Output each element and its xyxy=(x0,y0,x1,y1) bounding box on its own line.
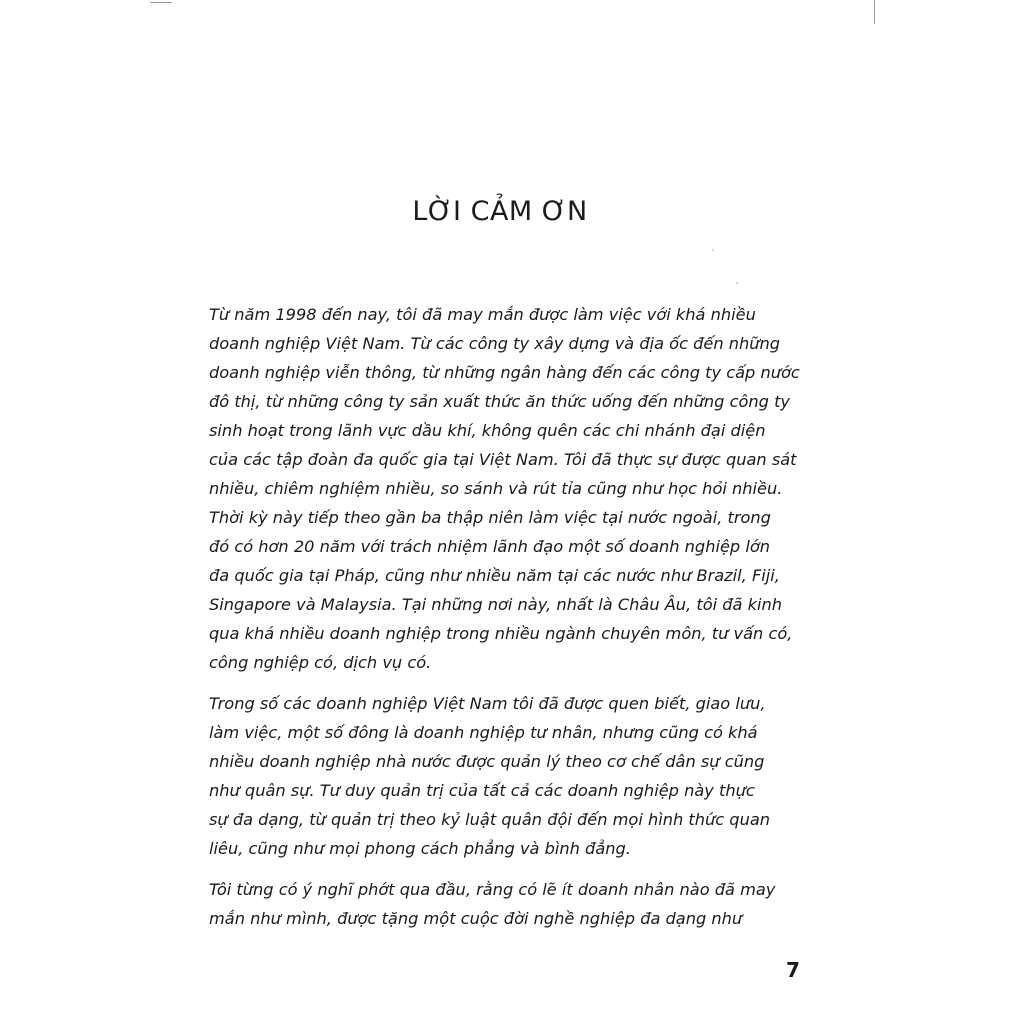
text-line: Thời kỳ này tiếp theo gần ba thập niên làm việc tại nước ngoài, trong xyxy=(209,508,771,527)
text-line: Singapore và Malaysia. Tại những nơi này, nhất là Châu Âu, tôi đã kinh xyxy=(209,595,782,614)
text-line: Trong số các doanh nghiệp Việt Nam tôi đã được quen biết, giao lưu, xyxy=(209,694,766,713)
scan-edge-mark xyxy=(150,2,172,3)
text-line: liêu, cũng như mọi phong cách phẳng và bình đẳng. xyxy=(209,839,631,858)
text-line: của các tập đoàn đa quốc gia tại Việt Nam. Tôi đã thực sự được quan sát xyxy=(209,450,797,469)
body-text xyxy=(209,300,809,945)
text-line: Từ năm 1998 đến nay, tôi đã may mắn được làm việc với khá nhiều xyxy=(209,305,756,324)
text-line: doanh nghiệp viễn thông, từ những ngân hàng đến các công ty cấp nước xyxy=(209,363,800,382)
text-line: Tôi từng có ý nghĩ phớt qua đầu, rằng có lẽ ít doanh nhân nào đã may xyxy=(209,880,776,899)
text-line: sinh hoạt trong lãnh vực dầu khí, không quên các chi nhánh đại diện xyxy=(209,421,766,440)
text-line: doanh nghiệp Việt Nam. Từ các công ty xây dựng và địa ốc đến những xyxy=(209,334,781,353)
text-line: đó có hơn 20 năm với trách nhiệm lãnh đạo một số doanh nghiệp lớn xyxy=(209,537,770,556)
text-line: công nghiệp có, dịch vụ có. xyxy=(209,653,432,672)
scan-edge-mark xyxy=(874,0,875,24)
text-line: như quân sự. Tư duy quản trị của tất cả các doanh nghiệp này thực xyxy=(209,781,755,800)
text-line: đô thị, từ những công ty sản xuất thức ăn thức uống đến những công ty xyxy=(209,392,790,411)
paragraph xyxy=(209,875,809,933)
text-line: qua khá nhiều doanh nghiệp trong nhiều ngành chuyên môn, tư vấn có, xyxy=(209,624,793,643)
paragraph xyxy=(209,689,809,863)
page-number: 7 xyxy=(786,958,800,982)
paragraph xyxy=(209,300,809,677)
text-line: nhiều, chiêm nghiệm nhiều, so sánh và rút tỉa cũng như học hỏi nhiều. xyxy=(209,479,783,498)
text-line: sự đa dạng, từ quản trị theo kỷ luật quân đội đến mọi hình thức quan xyxy=(209,810,771,829)
scan-speck xyxy=(736,282,738,284)
page-title: LỜI CẢM ƠN xyxy=(412,196,588,227)
scan-speck xyxy=(712,249,714,251)
text-line: làm việc, một số đông là doanh nghiệp tư nhân, nhưng cũng có khá xyxy=(209,723,758,742)
text-line: mắn như mình, được tặng một cuộc đời nghề nghiệp đa dạng như xyxy=(209,909,743,928)
text-line: đa quốc gia tại Pháp, cũng như nhiều năm tại các nước như Brazil, Fiji, xyxy=(209,566,780,585)
text-line: nhiều doanh nghiệp nhà nước được quản lý theo cơ chế dân sự cũng xyxy=(209,752,765,771)
